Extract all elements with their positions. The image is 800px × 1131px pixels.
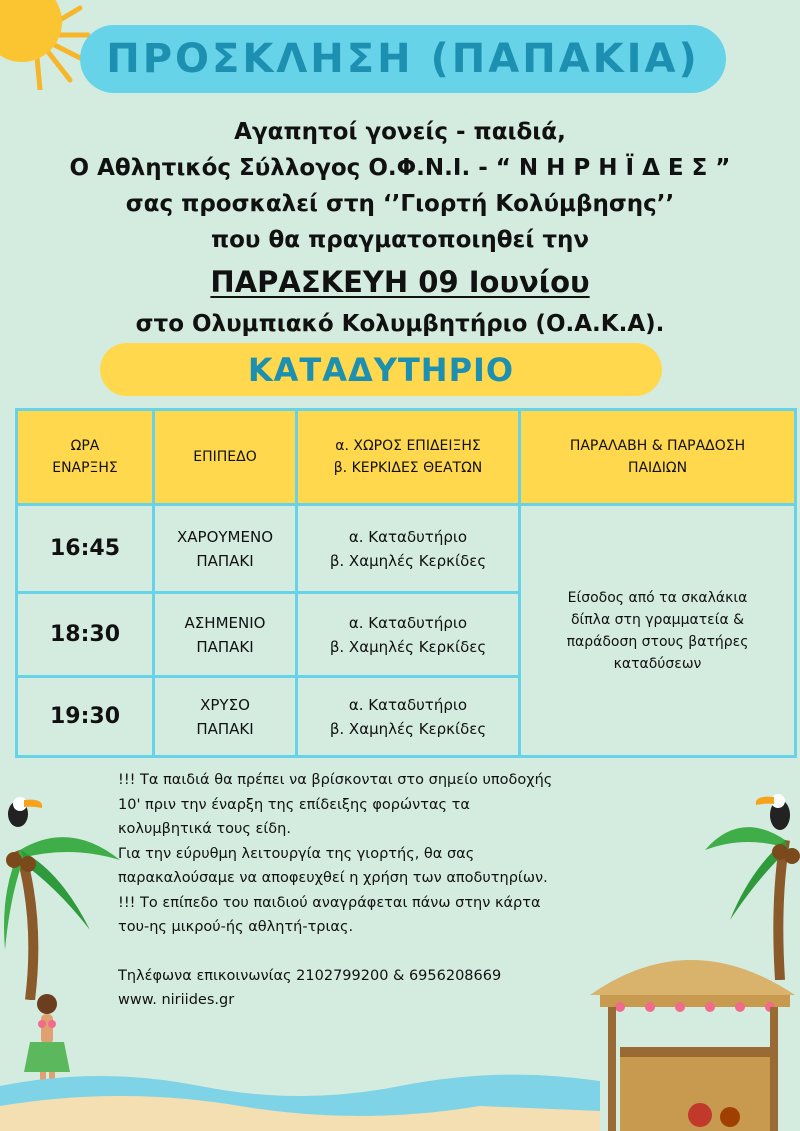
pickup-note-line2: δίπλα στη γραμματεία &: [570, 611, 745, 628]
header-start-time: [17, 410, 154, 505]
note-line: 10' πριν την έναρξη της επίδειξης φορώντας τα: [118, 796, 470, 813]
note-line: κολυμβητικά τους είδη.: [118, 821, 291, 837]
sun-icon: [0, 0, 90, 90]
level-line1: ΑΣΗΜΕΝΙΟ: [184, 613, 266, 632]
schedule-table: [15, 408, 797, 758]
contact-phones: Τηλέφωνα επικοινωνίας 2102799200 & 6956208669: [118, 967, 502, 984]
area-cell: [297, 593, 520, 677]
start-time-cell: 18:30: [17, 593, 154, 677]
toucan-right-icon: [752, 785, 798, 835]
intro-line-6: στο Ολυμπιακό Κολυμβητήριο (Ο.Α.Κ.Α).: [135, 311, 665, 337]
note-line: του-ης μικρού-ής αθλητή-τριας.: [118, 919, 354, 935]
beach-waves-icon: [0, 1061, 800, 1131]
intro-line-2: Ο Αθλητικός Σύλλογος Ο.Φ.Ν.Ι. - “ Ν Η Ρ Η Ϊ Δ Ε Σ ”: [69, 155, 731, 181]
event-day-text: ΠΑΡΑΣΚΕΥΗ 09 Ιουνίου: [210, 265, 590, 299]
notes-section: [118, 768, 658, 1013]
pickup-note-line4: καταδύσεων: [613, 655, 702, 672]
toucan-left-icon: [2, 790, 48, 830]
intro-line-4: που θα πραγματοποιηθεί την: [210, 227, 590, 253]
area-cell: [297, 677, 520, 757]
level-line2: ΠΑΠΑΚΙ: [196, 637, 254, 656]
note-line: !!! Τα παιδιά θα πρέπει να βρίσκονται στο σημείο υποδοχής: [118, 772, 553, 788]
palm-tree-left-icon: [0, 800, 130, 1000]
invitation-text: [0, 114, 800, 342]
intro-line-3: σας προσκαλεί στη ‘’Γιορτή Κολύμβησης’’: [125, 191, 675, 217]
header-area: [297, 410, 520, 505]
website-link[interactable]: www. niriides.gr: [118, 992, 235, 1008]
area-cell: [297, 505, 520, 593]
area-line2: β. Χαμηλές Κερκίδες: [329, 637, 487, 656]
header-time-line1: ΩΡΑ: [70, 438, 100, 454]
area-line1: α. Καταδυτήριο: [348, 527, 468, 546]
header-area-line1: α. ΧΩΡΟΣ ΕΠΙΔΕΙΞΗΣ: [335, 438, 481, 454]
area-line1: α. Καταδυτήριο: [348, 695, 468, 714]
level-cell: [154, 677, 297, 757]
level-line2: ΠΑΠΑΚΙ: [196, 551, 254, 570]
start-time-cell: 19:30: [17, 677, 154, 757]
table-header-row: [17, 410, 796, 505]
header-pickup-line1: ΠΑΡΑΛΑΒΗ & ΠΑΡΑΔΟΣΗ: [569, 438, 746, 454]
header-time-line2: ΕΝΑΡΞΗΣ: [52, 460, 118, 476]
pickup-note-line3: παράδοση στους βατήρες: [566, 633, 749, 650]
notes-spacer: [118, 940, 658, 964]
header-pickup-line2: ΠΑΙΔΙΩΝ: [627, 460, 688, 476]
level-line1: ΧΡΥΣΟ: [200, 695, 250, 714]
header-area-line2: β. ΚΕΡΚΙΔΕΣ ΘΕΑΤΩΝ: [333, 460, 483, 476]
area-line2: β. Χαμηλές Κερκίδες: [329, 551, 487, 570]
header-level-text: ΕΠΙΠΕΔΟ: [193, 449, 257, 465]
level-cell: [154, 505, 297, 593]
title-banner: [80, 25, 726, 93]
level-line2: ΠΑΠΑΚΙ: [196, 719, 254, 738]
header-level: [154, 410, 297, 505]
level-line1: ΧΑΡΟΥΜΕΝΟ: [177, 527, 273, 546]
note-line: !!! Το επίπεδο του παιδιού αναγράφεται πάνω στην κάρτα: [118, 894, 541, 911]
table-row: [17, 505, 796, 593]
event-day: [0, 260, 800, 304]
note-line: παρακαλούσαμε να αποφευχθεί η χρήση των αποδυτηρίων.: [118, 870, 548, 886]
pickup-note-line1: Είσοδος από τα σκαλάκια: [567, 589, 748, 606]
area-line1: α. Καταδυτήριο: [348, 613, 468, 632]
level-cell: [154, 593, 297, 677]
pickup-note-cell: [520, 505, 796, 757]
header-pickup: [520, 410, 796, 505]
section-title: ΚΑΤΑΔΥΤΗΡΙΟ: [247, 350, 515, 389]
intro-line-1: Αγαπητοί γονείς - παιδιά,: [234, 119, 566, 145]
area-line2: β. Χαμηλές Κερκίδες: [329, 719, 487, 738]
subtitle-banner: [100, 343, 662, 396]
start-time-cell: 16:45: [17, 505, 154, 593]
note-line: Για την εύρυθμη λειτουργία της γιορτής, θα σας: [118, 845, 475, 862]
page-title: ΠΡΟΣΚΛΗΣΗ (ΠΑΠΑΚΙΑ): [106, 36, 700, 82]
